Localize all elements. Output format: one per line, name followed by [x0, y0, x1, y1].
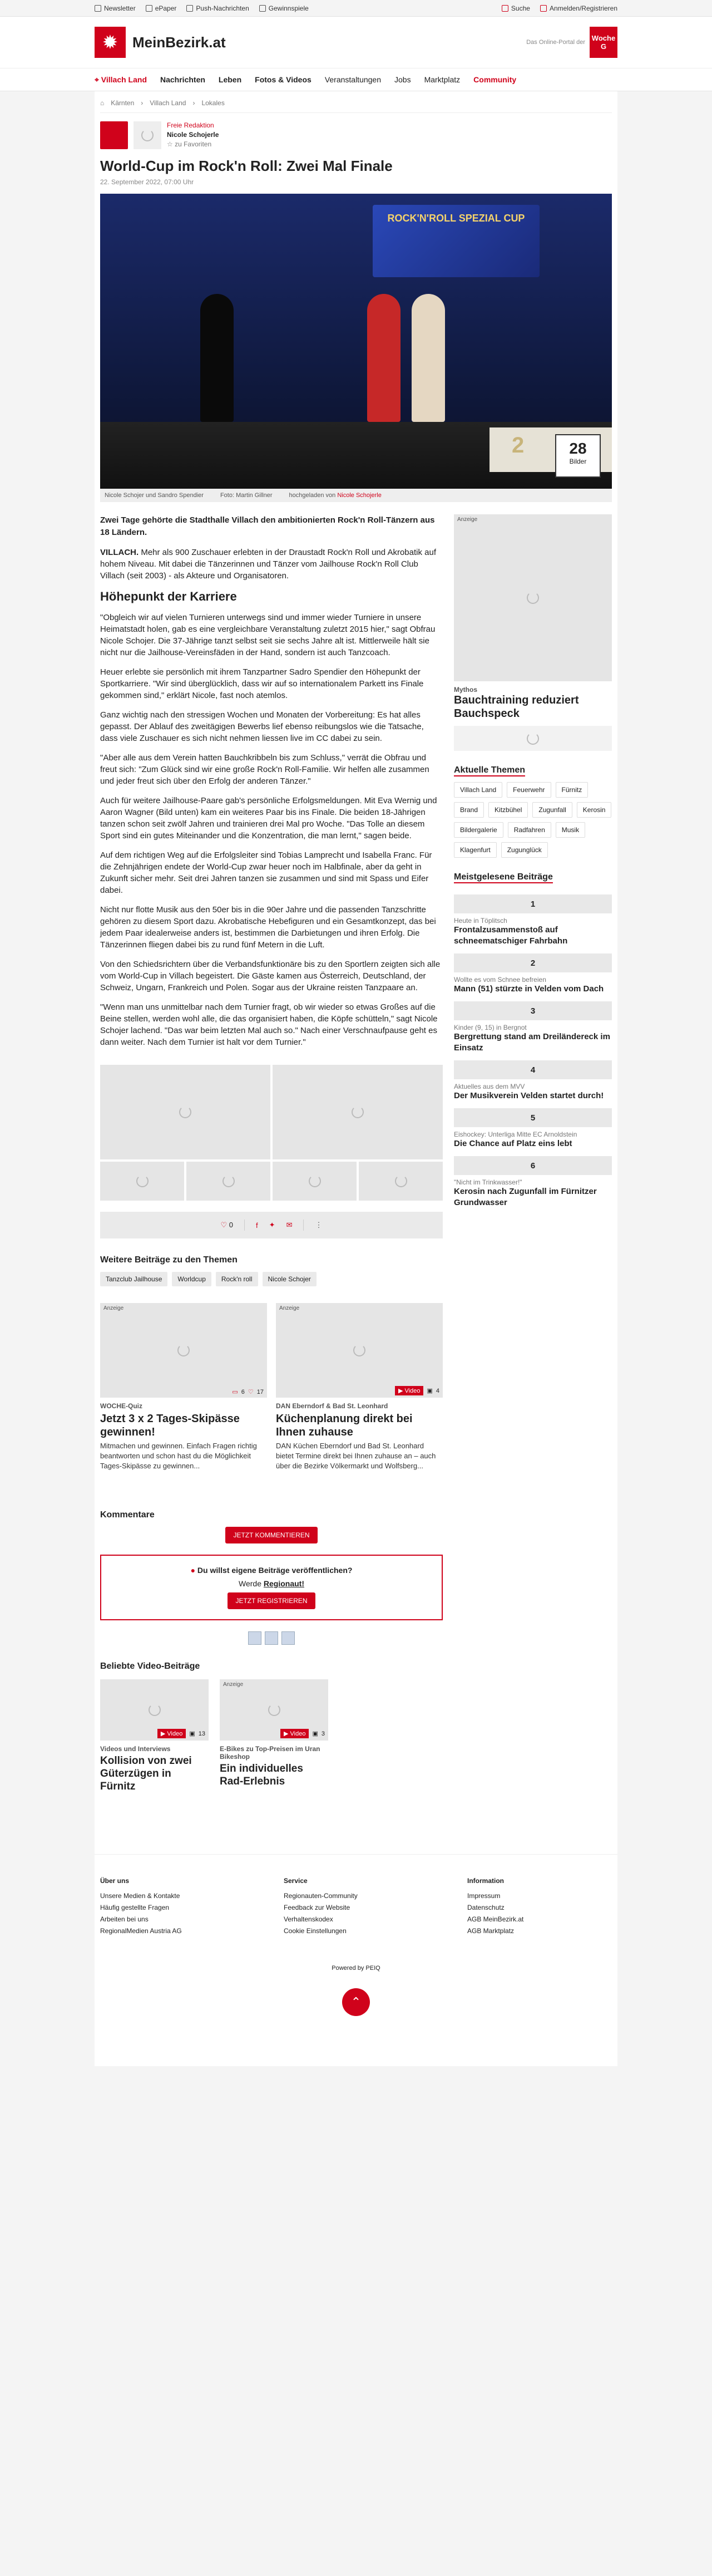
article-paragraph: "Obgleich wir auf vielen Turnieren unterwegs sind und immer wieder Turniere in unsere Heimatstadt holen, gab es eine vergleichbare Veranstaltung zuletzt 2015 hier," sagt Obfrau Nicole Schojer. Die 37-Jährige tanzt selbst seit sie sechs Jahre alt ist. Mittlerweile hält sie nicht nur die Jailhouse-Vereinsfäden in der Hand, sondern ist auch Tanzcoach.: [100, 613, 436, 657]
loading-icon: [179, 1106, 191, 1118]
loading-icon: [141, 129, 154, 141]
theme-tag[interactable]: Rock'n roll: [216, 1272, 258, 1286]
hero-dancer: [412, 294, 445, 422]
loading-icon: [222, 1175, 235, 1187]
site-header: [0, 17, 712, 68]
hero-dancer: [200, 294, 234, 422]
footer-link[interactable]: Feedback zur Website: [284, 1904, 350, 1911]
video-badge: ▶ Video: [157, 1729, 186, 1738]
most-read-heading: Meistgelesene Beiträge: [454, 872, 553, 883]
loading-icon: [309, 1175, 321, 1187]
footer-link[interactable]: Datenschutz: [467, 1904, 505, 1911]
article-lead: Zwei Tage gehörte die Stadthalle Villach den ambitionierten Rock'n Roll-Tänzern aus 18 Ländern.: [100, 515, 435, 537]
footer-link[interactable]: Häufig gestellte Fragen: [100, 1904, 170, 1911]
article-paragraph: Heuer erlebte sie persönlich mit ihrem Tanzpartner Sadro Spendier den Höhepunkt der Sportkarriere. "Wir sind überglücklich, dass wir auf so internationalem Parkett ins Finale gekommen sind," erklärt Nicole, fast noch atemlos.: [100, 667, 424, 700]
article-date: 22. September 2022, 07:00 Uhr: [100, 178, 194, 186]
related-card[interactable]: Anzeige ▭ 6 ♡ 17 WOCHE-Quiz Jetzt 3 x 2 Tages-Skipässe gewinnen! Mitmachen und gewinnen. Einfach Fragen richtig beantworten und schon hast du die Möglichkeit Tages-Skipässe zu gewinnen...: [100, 1303, 267, 1471]
hero-podium: 2: [490, 427, 612, 472]
nav-marktplatz[interactable]: Marktplatz: [424, 75, 461, 84]
loading-icon: [136, 1175, 149, 1187]
main-nav: [0, 68, 712, 91]
login-link[interactable]: Anmelden/Registrieren: [540, 4, 617, 12]
image-count-badge[interactable]: 28 Bilder: [555, 434, 601, 478]
video-title: Kollision von zwei Güterzügen in Fürnitz: [100, 1755, 192, 1792]
share-bar: [100, 1212, 443, 1238]
loading-icon: [527, 733, 539, 745]
loading-icon: [353, 1344, 365, 1356]
top-utility-bar: [0, 0, 712, 17]
more-options-icon[interactable]: ⋮: [315, 1221, 323, 1229]
author-name[interactable]: Nicole Schojerle: [167, 131, 219, 139]
header-tagline: Das Online-Portal der: [526, 39, 585, 46]
footer-link[interactable]: Impressum: [467, 1892, 501, 1900]
video-badge: ▶ Video: [280, 1729, 309, 1738]
article-paragraph: Ganz wichtig nach den stressigen Wochen und Monaten der Vorbereitung: Es hat alles gepasst. Der Ablauf des zweitägigen Bewerbs lief ebenso reibungslos wie die Tatsache, dass viele Zuschauer es sich nicht nehmen liessen live im CC dabei zu sein.: [100, 710, 424, 743]
article-title: World-Cup im Rock'n Roll: Zwei Mal Finale: [100, 158, 393, 174]
theme-tag[interactable]: Worldcup: [172, 1272, 211, 1286]
hero-screen: ROCK'N'ROLL SPEZIAL CUP: [373, 205, 540, 277]
gallery-thumb[interactable]: [186, 1162, 270, 1201]
breadcrumb: ⌂ Kärnten › Villach Land › Lokales: [100, 99, 612, 113]
breadcrumb-item[interactable]: Villach Land: [150, 99, 186, 107]
heart-icon: ♡: [248, 1389, 254, 1395]
mail-icon: [95, 5, 101, 12]
push-link[interactable]: Push-Nachrichten: [186, 4, 249, 12]
comments-heading: Kommentare: [100, 1510, 155, 1520]
image-icon: ▣: [427, 1388, 433, 1394]
footer-link[interactable]: Unsere Medien & Kontakte: [100, 1892, 180, 1900]
nav-veranstaltungen[interactable]: Veranstaltungen: [324, 75, 382, 84]
add-favorite[interactable]: ☆ zu Favoriten: [167, 140, 212, 148]
theme-tag[interactable]: Radfahren: [508, 822, 551, 838]
article-paragraph: "Aber alle aus dem Verein hatten Bauchkribbeln bis zum Schluss," verrät die Obfrau und freut sich: "Zum Glück sind wir eine große Rock'n Roll-Familie. Wir helfen alle zusammen und jeder freut sich über den Erfolg der anderen Tänzer.": [100, 753, 429, 786]
footer-link[interactable]: Regionauten-Community: [284, 1892, 358, 1900]
themes-heading: Weitere Beiträge zu den Themen: [100, 1255, 238, 1265]
card-text: Mitmachen und gewinnen. Einfach Fragen richtig beantworten und schon hast du die Möglichkeit Tages-Skipässe zu gewinnen...: [100, 1442, 257, 1470]
gallery-image[interactable]: [273, 1065, 443, 1159]
video-card[interactable]: ▶ Video ▣ 13 Videos und Interviews Kollision von zwei Güterzügen in Fürnitz: [100, 1679, 209, 1793]
article-paragraph: Auch für weitere Jailhouse-Paare gab's persönliche Erfolgsmeldungen. Mit Eva Wernig und Aaron Wagner (Bild unten) kam ein weiteres Paar bis ins Finale. Die beiden 18-Jährigen tanzen schon seit zwölf Jahren und trainieren drei Mal pro Woche. "Das Tolle an diesem Sport sind ein gutes Miteinander und die Konzentration, die man lernt," sagen beide.: [100, 796, 437, 840]
email-share-icon[interactable]: ✉: [286, 1221, 293, 1229]
twitter-icon[interactable]: ✦: [269, 1221, 275, 1229]
card-title: Jetzt 3 x 2 Tages-Skipässe gewinnen!: [100, 1413, 240, 1438]
gift-icon: [259, 5, 266, 12]
image-icon: ▣: [189, 1731, 195, 1737]
theme-tag[interactable]: Musik: [556, 822, 585, 838]
theme-tag[interactable]: Villach Land: [454, 782, 502, 798]
image-gallery: [100, 1065, 443, 1201]
breadcrumb-item[interactable]: Lokales: [201, 99, 225, 107]
hero-dancer: [367, 294, 400, 422]
nav-community[interactable]: Community: [473, 75, 517, 84]
gallery-thumb[interactable]: [359, 1162, 443, 1201]
video-card[interactable]: Anzeige ▶ Video ▣ 3 E-Bikes zu Top-Preisen im Uran Bikeshop Ein individuelles Rad-Erlebnis: [220, 1679, 328, 1793]
theme-tag[interactable]: Brand: [454, 802, 484, 818]
sidebar-loader: [454, 726, 612, 751]
theme-tag[interactable]: Zugunfall: [532, 802, 572, 818]
author-role: Freie Redaktion: [167, 121, 214, 129]
location-selector[interactable]: ⌖ Villach Land: [95, 75, 147, 84]
footer-link[interactable]: AGB Marktplatz: [467, 1927, 515, 1935]
sidebar-ad[interactable]: Anzeige: [454, 514, 612, 681]
footer-link[interactable]: AGB MeinBezirk.at: [467, 1915, 524, 1923]
comment-icon: ▭: [232, 1389, 238, 1395]
theme-tag[interactable]: Zugunglück: [501, 842, 548, 858]
nav-fotos-videos[interactable]: Fotos & Videos: [255, 75, 312, 84]
theme-tag[interactable]: Fürnitz: [556, 782, 589, 798]
article-paragraph: VILLACH. Mehr als 900 Zuschauer erlebten in der Draustadt Rock'n Roll und Akrobatik auf hohem Niveau. Mit dabei die Tänzerinnen und Tänzer vom Jailhouse Rock'n Roll Club Villach (seit 2003) - als Akteure und Organisatoren.: [100, 548, 436, 581]
gewinnspiele-link[interactable]: Gewinnspiele: [259, 4, 309, 12]
regionaut-icon: ●: [190, 1566, 196, 1575]
theme-tag[interactable]: Tanzclub Jailhouse: [100, 1272, 167, 1286]
gallery-thumb[interactable]: [100, 1162, 184, 1201]
most-read-item[interactable]: 4 Aktuelles aus dem MVV Der Musikverein Velden startet durch!: [454, 1060, 612, 1102]
hero-image[interactable]: [100, 194, 612, 489]
videos-heading: Beliebte Video-Beiträge: [100, 1661, 200, 1671]
theme-tag[interactable]: Kerosin: [577, 802, 612, 818]
pagination: [100, 1631, 443, 1645]
page-button[interactable]: [265, 1631, 278, 1645]
image-caption: Nicole Schojer und Sandro Spendier Foto: Martin Gillner hochgeladen von Nicole Schojerle: [100, 489, 612, 502]
register-button[interactable]: JETZT REGISTRIEREN: [228, 1592, 315, 1609]
video-badge: ▶ Video: [395, 1386, 423, 1395]
article-paragraph: Von den Schiedsrichtern über die Verbandsfunktionäre bis zu den Sportlern zeigten sich alle vom World-Cup in Villach begeistert. Die Gäste kamen aus Österreich, Deutschland, der Schweiz, Ungarn, Frankreich und Polen. Sogar aus der Ukraine reisten Tanzpaare an.: [100, 960, 441, 992]
theme-tag[interactable]: Feuerwehr: [507, 782, 551, 798]
author-avatar[interactable]: [100, 121, 128, 149]
facebook-icon[interactable]: f: [256, 1221, 258, 1230]
page-button[interactable]: [281, 1631, 295, 1645]
loading-icon: [395, 1175, 407, 1187]
nav-leben[interactable]: Leben: [218, 75, 242, 84]
article-body: [100, 514, 443, 1837]
theme-tag[interactable]: Nicole Schojer: [263, 1272, 317, 1286]
logo-mark-icon: ✹: [95, 27, 126, 58]
gallery-image[interactable]: [100, 1065, 270, 1159]
logo-text: MeinBezirk.at: [132, 33, 226, 51]
most-read-item[interactable]: 5 Eishockey: Unterliga Mitte EC Arnoldstein Die Chance auf Platz eins lebt: [454, 1108, 612, 1149]
nav-jobs[interactable]: Jobs: [394, 75, 411, 84]
comments-section: [100, 1510, 443, 1645]
bell-icon: [186, 5, 193, 12]
most-read-list: [454, 894, 612, 1208]
theme-tag[interactable]: Bildergalerie: [454, 822, 503, 838]
paper-icon: [146, 5, 152, 12]
gallery-thumb[interactable]: [273, 1162, 357, 1201]
footer-link[interactable]: Cookie Einstellungen: [284, 1927, 347, 1935]
register-box: ● Du willst eigene Beiträge veröffentlichen? Werde Regionaut! JETZT REGISTRIEREN: [100, 1555, 443, 1620]
video-cards: [100, 1679, 443, 1793]
page-content: [95, 91, 617, 1854]
loading-icon: [149, 1704, 161, 1716]
author-box: [100, 121, 612, 149]
powered-by[interactable]: Powered by PEIQ: [332, 1965, 380, 1972]
footer-link[interactable]: Verhaltenskodex: [284, 1915, 333, 1923]
site-logo[interactable]: [95, 27, 226, 58]
search-link[interactable]: Suche: [502, 4, 530, 12]
loading-icon: [352, 1106, 364, 1118]
scroll-top-icon[interactable]: ⌃: [342, 1988, 370, 2016]
current-themes: [454, 782, 612, 858]
uploader-link[interactable]: Nicole Schojerle: [337, 492, 382, 499]
most-read-item[interactable]: 3 Kinder (9, 15) in Bergnot Bergrettung stand am Dreiländereck im Einsatz: [454, 1001, 612, 1054]
woche-logo[interactable]: Woche G: [590, 27, 617, 58]
theme-tag[interactable]: Kitzbühel: [488, 802, 528, 818]
most-read-item[interactable]: 1 Heute in Töplitsch Frontalzusammenstoß auf schneematschiger Fahrbahn: [454, 894, 612, 947]
newsletter-link[interactable]: Newsletter: [95, 4, 136, 12]
nav-nachrichten[interactable]: Nachrichten: [160, 75, 205, 84]
epaper-link[interactable]: ePaper: [146, 4, 177, 12]
comment-button[interactable]: JETZT KOMMENTIEREN: [225, 1527, 317, 1543]
regionaut-link[interactable]: Regionaut!: [263, 1579, 304, 1588]
loading-icon: [527, 592, 539, 604]
video-title: Ein individuelles Rad-Erlebnis: [220, 1763, 303, 1787]
footer-link[interactable]: RegionalMedien Austria AG: [100, 1927, 182, 1935]
footer-link[interactable]: Arbeiten bei uns: [100, 1915, 149, 1923]
related-cards: [100, 1303, 443, 1471]
theme-tags: [100, 1272, 443, 1286]
card-text: DAN Küchen Eberndorf und Bad St. Leonhard bietet Termine direkt bei Ihnen zuhause an – auch über die Bezirke Völkermarkt und Wolfsberg...: [276, 1442, 436, 1470]
related-card[interactable]: Anzeige ▶ Video ▣ 4 DAN Eberndorf & Bad St. Leonhard Küchenplanung direkt bei Ihnen zuhause DAN Küchen Eberndorf und Bad St. Leonhard bietet Termine direkt bei Ihnen zuhause an – auch über die Bezirke Völkermarkt und Wolfsberg...: [276, 1303, 443, 1471]
most-read-item[interactable]: 6 "Nicht im Trinkwasser!" Kerosin nach Zugunfall im Fürnitzer Grundwasser: [454, 1156, 612, 1208]
site-footer: Über uns Unsere Medien & Kontakte Häufig gestellte Fragen Arbeiten bei uns RegionalMedien Austria AG Service Regionauten-Community Feedback zur Website Verhaltenskodex Cookie Einstellungen Information Impressum Datenschutz AGB MeinBezirk.at AGB Marktplatz Powered by PEIQ ⌃: [95, 1854, 617, 2066]
loading-icon: [177, 1344, 190, 1356]
user-icon: [540, 5, 547, 12]
theme-tag[interactable]: Klagenfurt: [454, 842, 497, 858]
search-icon: [502, 5, 508, 12]
loading-icon: [268, 1704, 280, 1716]
image-icon: ▣: [312, 1731, 318, 1737]
article-subheading: Höhepunkt der Karriere: [100, 589, 237, 603]
home-icon[interactable]: ⌂: [100, 99, 105, 107]
article-paragraph: "Wenn man uns unmittelbar nach dem Turnier fragt, ob wir wieder so etwas Großes auf die Beine stellen, werden wohl alle, die das organisiert haben, die Köpfe schütteln," sagt Nicole Schojer lachend. "Das war beim letzten Mal auch so." Nach einer Verschnaufpause geht es dann weiter. Nach dem Turnier ist halt vor dem Turnier.": [100, 1002, 438, 1047]
current-themes-heading: Aktuelle Themen: [454, 765, 525, 776]
sidebar: Anzeige Mythos Bauchtraining reduziert Bauchspeck Aktuelle Themen Villach Land Feuerwehr Fürnitz Brand Kitzbühel Zugunfall Kerosin Bildergalerie Radfahren Musik Klagenfurt Zugunglück Meistgelesene Beiträge 1 Heute in Töplitsch Frontalzusammenstoß auf schneematschiger Fahrbahn 2 Wollte es vom Schnee befreien Mann (51) stürzte in Velden vom Dach 3 Kinder (9, 15) in Bergnot Bergrettung stand am Dreiländereck im Einsatz 4 Aktuelles aus dem MVV Der Musikverein Velden startet durch! 5 Eishockey: Unterliga Mitte EC Arnoldstein Die Chance auf Platz eins lebt 6 "Nicht im Trinkwasser!" Kerosin nach Zugunfall im Fürnitzer Grundwasser: [454, 514, 612, 1837]
breadcrumb-item[interactable]: Kärnten: [111, 99, 135, 107]
like-button[interactable]: ♡ 0: [220, 1221, 234, 1229]
article-paragraph: Nicht nur flotte Musik aus den 50er bis in die 90er Jahre und die passenden Tanzschritte gehören zu diesem Sport dazu. Akrobatische Hebefiguren und ein Gesamtkonzept, das bei jedem Paar idealerweise anders ist, bestimmen die Darbietungen und ihren Erfolg. Die Tänzerinnen fliegen dabei bis zu rund fünf Metern in die Luft.: [100, 905, 436, 950]
sidebar-ad-title[interactable]: Bauchtraining reduziert Bauchspeck: [454, 694, 579, 720]
article-paragraph: Auf dem richtigen Weg auf die Erfolgsleiter sind Tobias Lamprecht und Isabella Franc. Für die Zehnjährigen endete der World-Cup zwar heuer noch im Halbfinale, aber da geht in Zukunft sicher mehr. Seit drei Jahren tanzen sie zusammen und sind mit Spass und Eifer dabei.: [100, 851, 432, 895]
most-read-item[interactable]: 2 Wollte es vom Schnee befreien Mann (51) stürzte in Velden vom Dach: [454, 953, 612, 995]
page-button[interactable]: [248, 1631, 261, 1645]
author-avatar-placeholder: [134, 121, 161, 149]
card-title: Küchenplanung direkt bei Ihnen zuhause: [276, 1413, 413, 1438]
